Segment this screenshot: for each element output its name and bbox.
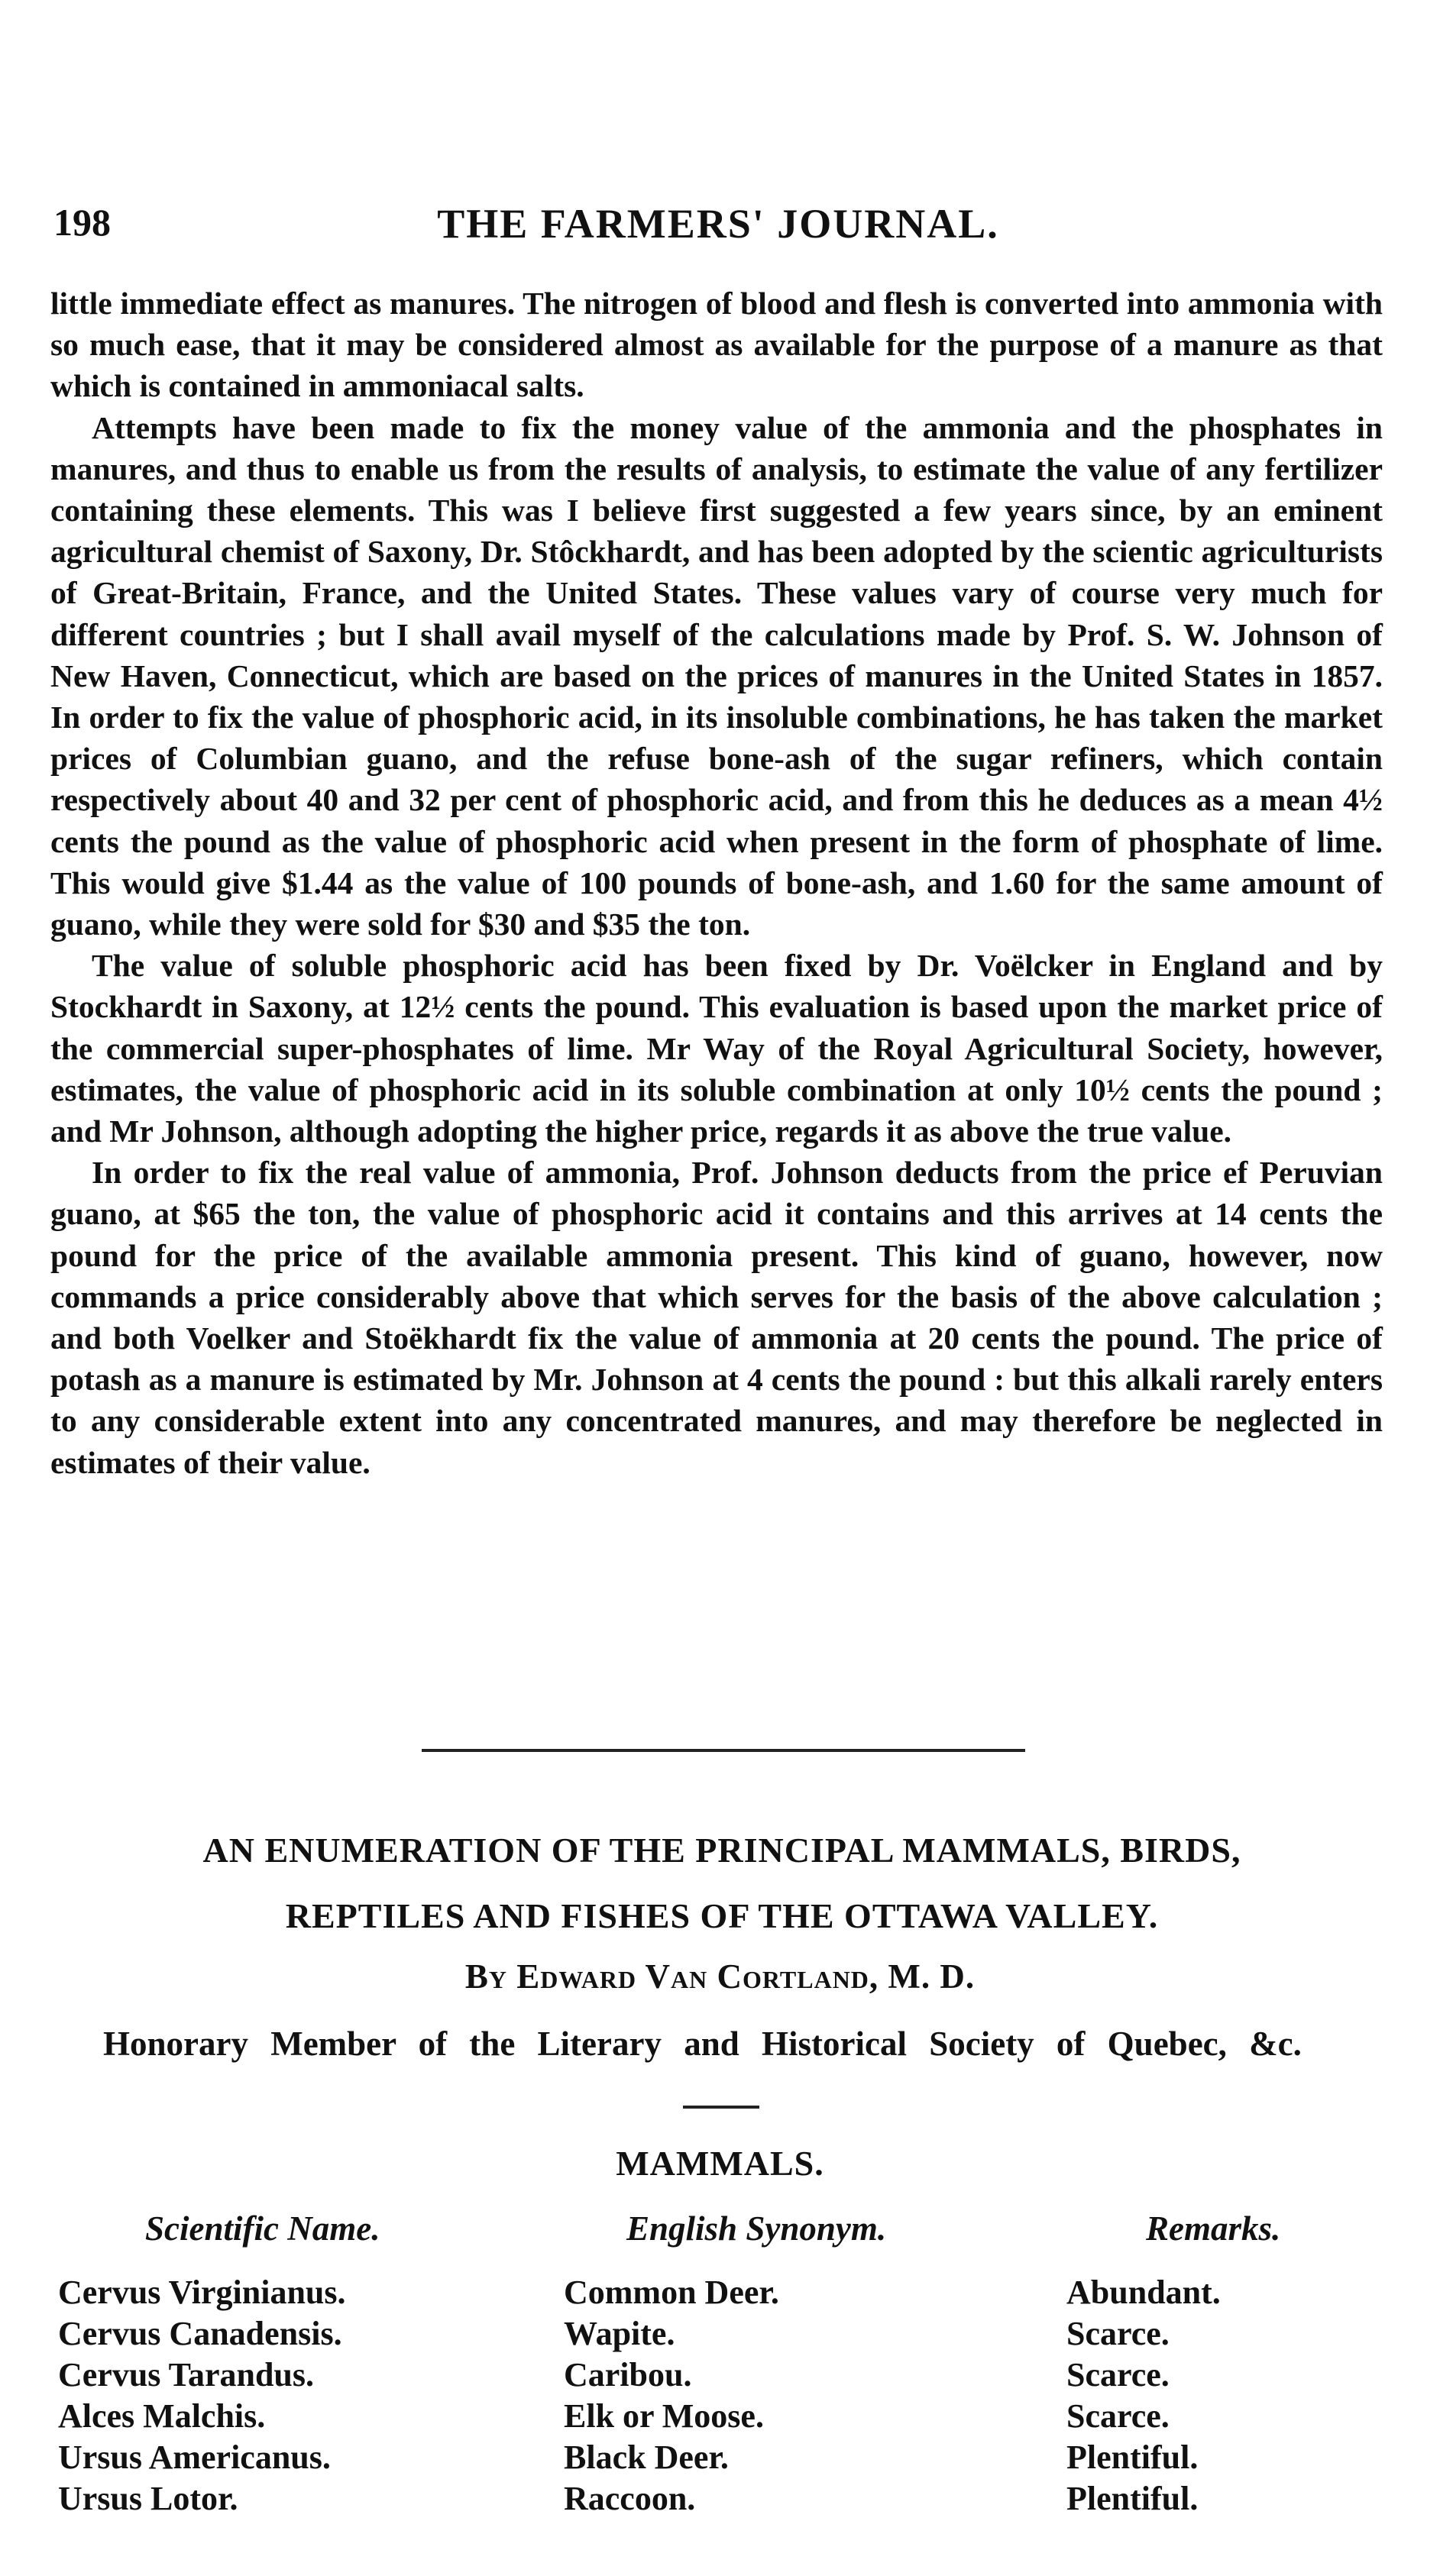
journal-title: THE FARMERS' JOURNAL. [437, 201, 999, 247]
table-row [0, 2397, 1440, 2439]
column-header-english-synonym: English Synonym. [626, 2209, 887, 2248]
author-byline: By Edward Van Cortland, M. D. [464, 1957, 976, 1996]
running-head [46, 200, 1390, 261]
remarks-cell: Plentiful. [1066, 2439, 1199, 2476]
english-synonym-cell: Common Deer. [564, 2274, 779, 2311]
author-affiliation: Honorary Member of the Literary and Historical Society of Quebec, &c. [103, 2025, 1302, 2063]
section-divider [422, 1749, 1025, 1752]
remarks-cell: Scarce. [1066, 2397, 1170, 2435]
remarks-cell: Abundant. [1066, 2274, 1221, 2311]
paragraph: In order to fix the real value of ammonia, Prof. Johnson deducts from the price ef Peruvian guano, at $65 the ton, the value of phosphoric acid it contains and this arrives at 14 cents the pound for the price of the available ammonia present. This kind of guano, however, now commands a price considerably above that which serves for the basis of the above calculation ; and both Voelker and Stoëkhardt fix the value of ammonia at 20 cents the pound. The price of potash as a manure is estimated by Mr. Johnson at 4 cents the pound : but this alkali rarely enters to any considerable extent into any concentrated manures, and may therefore be neglected in estimates of their value. [50, 1155, 1383, 1480]
article-title-line: REPTILES AND FISHES OF THE OTTAWA VALLEY. [285, 1896, 1159, 1935]
paragraph: Attempts have been made to fix the money value of the ammonia and the phosphates in manures, and thus to enable us from the results of analysis, to estimate the value of any fertilizer containing these elements. This was I believe first suggested a few years since, by an eminent agricultural chemist of Saxony, Dr. Stôckhardt, and has been adopted by the scientic agriculturists of Great-Britain, France, and the United States. These values vary of course very much for different countries ; but I shall avail myself of the calculations made by Prof. S. W. Johnson of New Haven, Connecticut, which are based on the prices of manures in the United States in 1857. In order to fix the value of phosphoric acid, in its insoluble combinations, he has taken the market prices of Columbian guano, and the refuse bone-ash of the sugar refiners, which contain respectively about 40 and 32 per cent of phosphoric acid, and from this he deduces as a mean 4½ cents the pound as the value of phosphoric acid when present in the form of phosphate of lime. This would give $1.44 as the value of 100 pounds of bone-ash, and 1.60 for the same amount of guano, while they were sold for $30 and $35 the ton. [50, 409, 1383, 942]
scientific-name-cell: Cervus Canadensis. [58, 2315, 342, 2352]
section-heading: MAMMALS. [616, 2144, 824, 2183]
scientific-name-cell: Cervus Tarandus. [58, 2356, 315, 2393]
scientific-name-cell: Cervus Virginianus. [58, 2274, 346, 2311]
article-body [50, 283, 1383, 1483]
article-title [61, 1818, 1383, 1949]
page-number: 198 [53, 201, 111, 244]
short-divider [683, 2106, 759, 2109]
remarks-cell: Scarce. [1066, 2356, 1170, 2393]
scientific-name-cell: Ursus Lotor. [58, 2480, 238, 2517]
scientific-name-cell: Ursus Americanus. [58, 2439, 331, 2476]
table-row [0, 2438, 1440, 2481]
english-synonym-cell: Caribou. [564, 2356, 692, 2393]
table-row [0, 2273, 1440, 2316]
paragraph: The value of soluble phosphoric acid has been fixed by Dr. Voëlcker in England and by Stockhardt in Saxony, at 12½ cents the pound. This evaluation is based upon the market price of the commercial super-phosphates of lime. Mr Way of the Royal Agricultural Society, however, estimates, the value of phosphoric acid in its soluble combination at only 10½ cents the pound ; and Mr Johnson, although adopting the higher price, regards it as above the true value. [50, 948, 1383, 1149]
remarks-cell: Plentiful. [1066, 2480, 1199, 2517]
table-row [0, 2479, 1440, 2522]
article-title-line: AN ENUMERATION OF THE PRINCIPAL MAMMALS, BIRDS, [202, 1831, 1241, 1870]
english-synonym-cell: Black Deer. [564, 2439, 729, 2476]
english-synonym-cell: Raccoon. [564, 2480, 696, 2517]
table-row [0, 2314, 1440, 2357]
paragraph-continuation: little immediate effect as manures. The nitrogen of blood and flesh is converted into ammonia with so much ease, that it may be considered almost as available for the purpose of a manure as that which is contained in ammoniacal salts. [50, 286, 1383, 404]
remarks-cell: Scarce. [1066, 2315, 1170, 2352]
table-row [0, 2355, 1440, 2398]
scientific-name-cell: Alces Malchis. [58, 2397, 266, 2435]
column-header-remarks: Remarks. [1146, 2209, 1281, 2248]
english-synonym-cell: Elk or Moose. [564, 2397, 764, 2435]
column-header-scientific-name: Scientific Name. [145, 2209, 380, 2248]
english-synonym-cell: Wapite. [564, 2315, 675, 2352]
